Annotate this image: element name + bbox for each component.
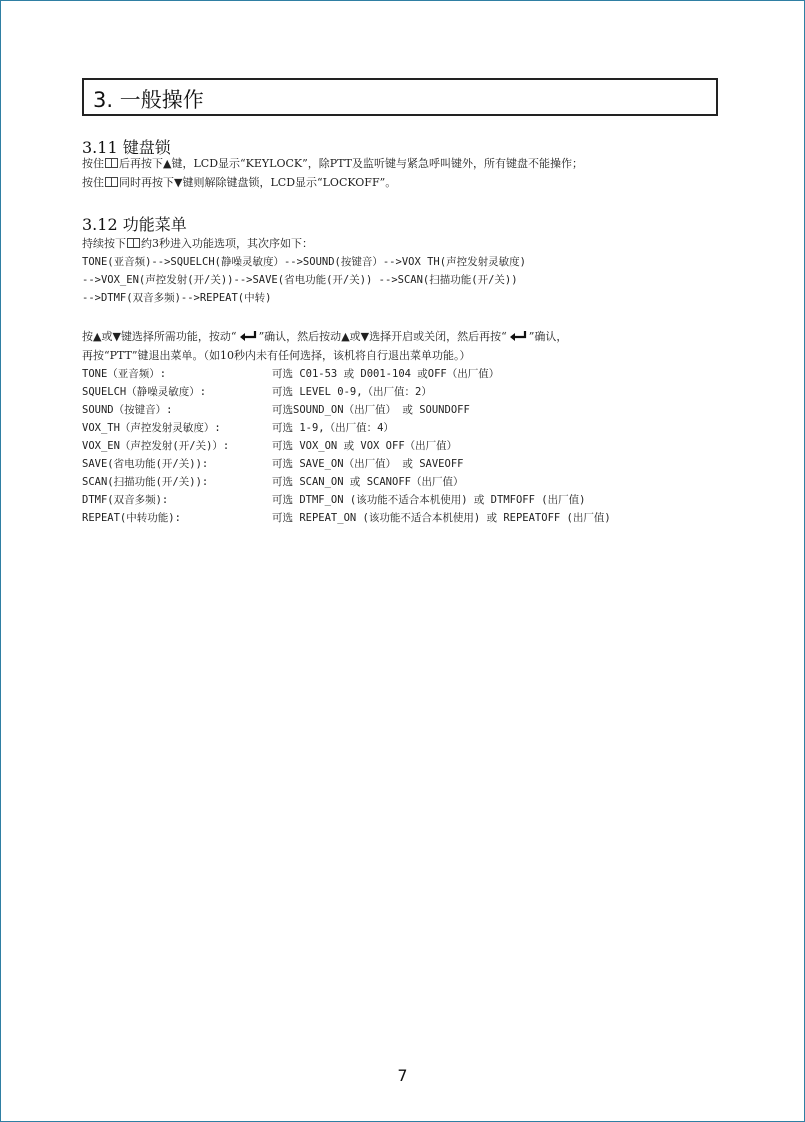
menu-option-row: [82, 366, 722, 383]
menu-option-row: [82, 384, 722, 401]
book-key-icon: [105, 158, 118, 168]
menu-option-row: [82, 402, 722, 419]
down-arrow-icon: ▼: [360, 330, 370, 343]
menu-option-label: TONE（亚音频）:: [82, 368, 167, 380]
text: 或: [101, 330, 113, 343]
text: 选择开启或关闭，然后再按“: [369, 330, 507, 343]
enter-key-icon: [508, 330, 528, 342]
menu-option-row: [82, 474, 722, 491]
instruction-line-1: [82, 330, 567, 344]
down-arrow-icon: ▼: [112, 330, 121, 343]
menu-option-row: [82, 420, 722, 437]
text: 后再按下: [119, 157, 163, 170]
menu-option-values: 可选 REPEAT_ON (该功能不适合本机使用) 或 REPEATOFF (出厂值): [272, 512, 611, 524]
menu-option-values: 可选SOUND_ON（出厂值） 或 SOUNDOFF: [272, 404, 470, 416]
text: 或: [349, 330, 361, 343]
text: 按: [82, 330, 93, 343]
menu-option-row: [82, 456, 722, 473]
menu-option-label: SAVE(省电功能(开/关)):: [82, 458, 209, 470]
chapter-title: 3. 一般操作: [93, 88, 204, 112]
menu-option-values: 可选 SAVE_ON（出厂值） 或 SAVEOFF: [272, 458, 464, 470]
menu-option-values: 可选 VOX_ON 或 VOX OFF（出厂值）: [272, 440, 458, 452]
text: 按住: [82, 176, 104, 189]
section-title-keylock: 3.11 键盘锁: [82, 138, 171, 157]
menu-option-label: VOX_EN（声控发射(开/关)）:: [82, 440, 230, 452]
menu-option-values: 可选 SCAN_ON 或 SCANOFF（出厂值）: [272, 476, 464, 488]
text: 按住: [82, 157, 104, 170]
menu-option-label: VOX_TH（声控发射灵敏度）:: [82, 422, 221, 434]
section-title-function-menu: 3.12 功能菜单: [82, 215, 187, 234]
menu-option-row: [82, 492, 722, 509]
up-arrow-icon: ▲: [163, 157, 172, 170]
up-arrow-icon: ▲: [341, 330, 350, 343]
book-key-icon: [105, 177, 118, 187]
text: 约3秒进入功能选项，其次序如下：: [141, 237, 313, 250]
text: 键，LCD显示“KEYLOCK”，除PTT及监听键与紧急呼叫键外，所有键盘不能操作；: [171, 157, 583, 170]
text: 持续按下: [82, 237, 126, 250]
book-key-icon: [127, 238, 140, 248]
text: ”确认，然后按动: [258, 330, 342, 343]
page-number: 7: [397, 1066, 408, 1085]
menu-intro-line: [82, 237, 313, 251]
menu-option-label: DTMF(双音多频):: [82, 494, 169, 506]
sequence-line-1: TONE(亚音频)-->SQUELCH(静噪灵敏度）-->SOUND(按键音）-->VOX TH(声控发射灵敏度): [82, 256, 526, 268]
text: 同时再按下: [119, 176, 174, 189]
menu-option-values: 可选 1-9,（出厂值：4）: [272, 422, 394, 434]
menu-option-label: SOUND（按键音）:: [82, 404, 173, 416]
text: 键选择所需功能，按动“: [120, 330, 237, 343]
chapter-heading-box: [82, 78, 718, 116]
menu-option-label: SCAN(扫描功能(开/关)):: [82, 476, 209, 488]
menu-option-label: REPEAT(中转功能):: [82, 512, 181, 524]
menu-option-values: 可选 C01-53 或 D001-104 或OFF（出厂值）: [272, 368, 500, 380]
sequence-line-3: -->DTMF(双音多频)-->REPEAT(中转): [82, 292, 272, 304]
up-arrow-icon: ▲: [93, 330, 102, 343]
text: ”确认，: [528, 330, 568, 343]
sequence-line-2: -->VOX_EN(声控发射(开/关))-->SAVE(省电功能(开/关)) -->SCAN(扫描功能(开/关)): [82, 274, 518, 286]
text: 键则解除键盘锁，LCD显示“LOCKOFF”。: [182, 176, 397, 189]
menu-option-row: [82, 438, 722, 455]
menu-option-values: 可选 DTMF_ON (该功能不适合本机使用) 或 DTMFOFF (出厂值): [272, 494, 586, 506]
menu-option-label: SQUELCH（静噪灵敏度）:: [82, 386, 207, 398]
menu-option-values: 可选 LEVEL 0-9,（出厂值：2）: [272, 386, 432, 398]
down-arrow-icon: ▼: [174, 176, 183, 189]
enter-key-icon: [238, 330, 258, 342]
keylock-line-2: [82, 176, 396, 190]
keylock-line-1: [82, 157, 583, 171]
menu-option-row: [82, 510, 722, 527]
instruction-line-2: 再按“PTT”键退出菜单。（如10秒内未有任何选择，该机将自行退出菜单功能。）: [82, 349, 471, 362]
